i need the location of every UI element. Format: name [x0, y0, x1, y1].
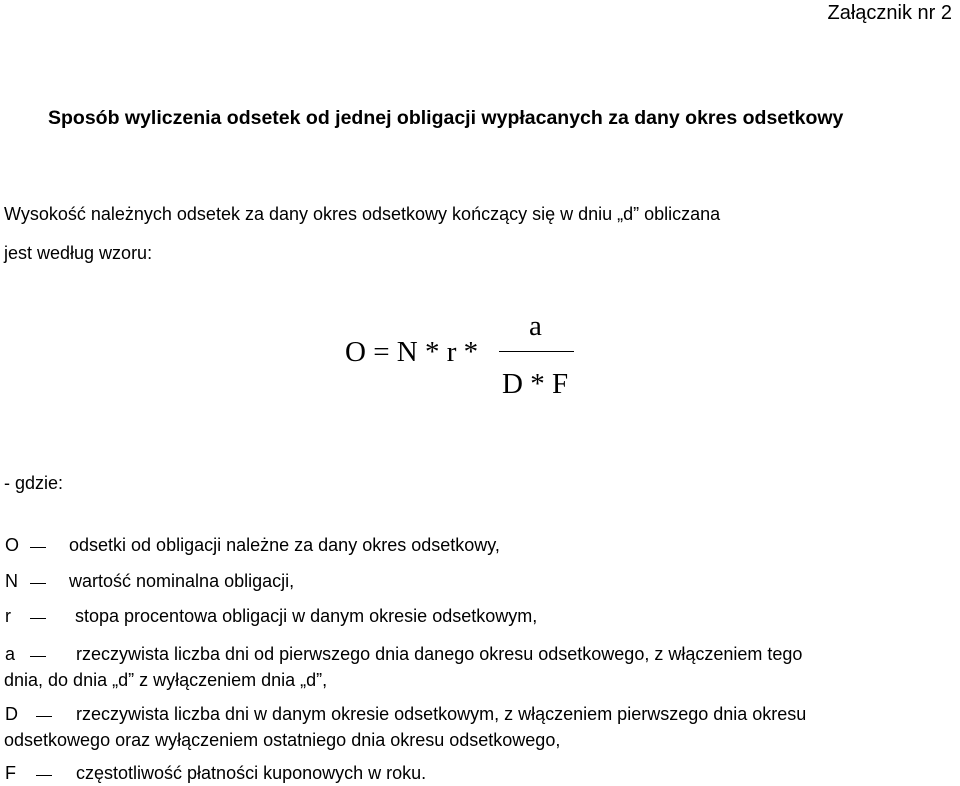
definition-dash	[30, 618, 46, 619]
definition-symbol-n: N	[5, 571, 18, 591]
formula-fraction-bar	[499, 351, 574, 352]
definition-dash	[30, 547, 46, 548]
formula-denominator: D * F	[502, 368, 569, 400]
definition-symbol-a: a	[5, 644, 16, 664]
definition-text-n: wartość nominalna obligacji,	[69, 571, 295, 591]
definition-text-a-continuation: dnia, do dnia „d” z wyłączeniem dnia „d”,	[4, 670, 328, 690]
definition-dash	[30, 583, 46, 584]
formula-lhs: O = N * r *	[345, 336, 479, 368]
annex-label: Załącznik nr 2	[827, 2, 952, 24]
definition-symbol-r: r	[5, 606, 11, 626]
definition-dash	[30, 656, 46, 657]
definition-text-d-continuation: odsetkowego oraz wyłączeniem ostatniego dnia okresu odsetkowego,	[4, 730, 561, 750]
definition-dash	[36, 775, 52, 776]
definition-symbol-d: D	[5, 704, 18, 724]
definition-dash	[36, 716, 52, 717]
intro-paragraph-line-1: Wysokość należnych odsetek za dany okres odsetkowy kończący się w dniu „d” obliczana	[4, 204, 721, 224]
where-label: - gdzie:	[4, 473, 64, 493]
definition-text-o: odsetki od obligacji należne za dany okres odsetkowy,	[69, 535, 500, 555]
definition-symbol-o: O	[5, 535, 20, 555]
definition-symbol-f: F	[5, 763, 16, 783]
definition-text-d: rzeczywista liczba dni w danym okresie odsetkowym, z włączeniem pierwszego dnia okresu	[76, 704, 807, 724]
definition-text-r: stopa procentowa obligacji w danym okresie odsetkowym,	[75, 606, 538, 626]
definition-text-a: rzeczywista liczba dni od pierwszego dnia danego okresu odsetkowego, z włączeniem tego	[76, 644, 803, 664]
definition-text-f: częstotliwość płatności kuponowych w roku.	[76, 763, 427, 783]
formula-numerator: a	[529, 310, 542, 342]
intro-paragraph-line-2: jest według wzoru:	[4, 243, 153, 263]
document-title: Sposób wyliczenia odsetek od jednej obligacji wypłacanych za dany okres odsetkowy	[48, 107, 844, 129]
